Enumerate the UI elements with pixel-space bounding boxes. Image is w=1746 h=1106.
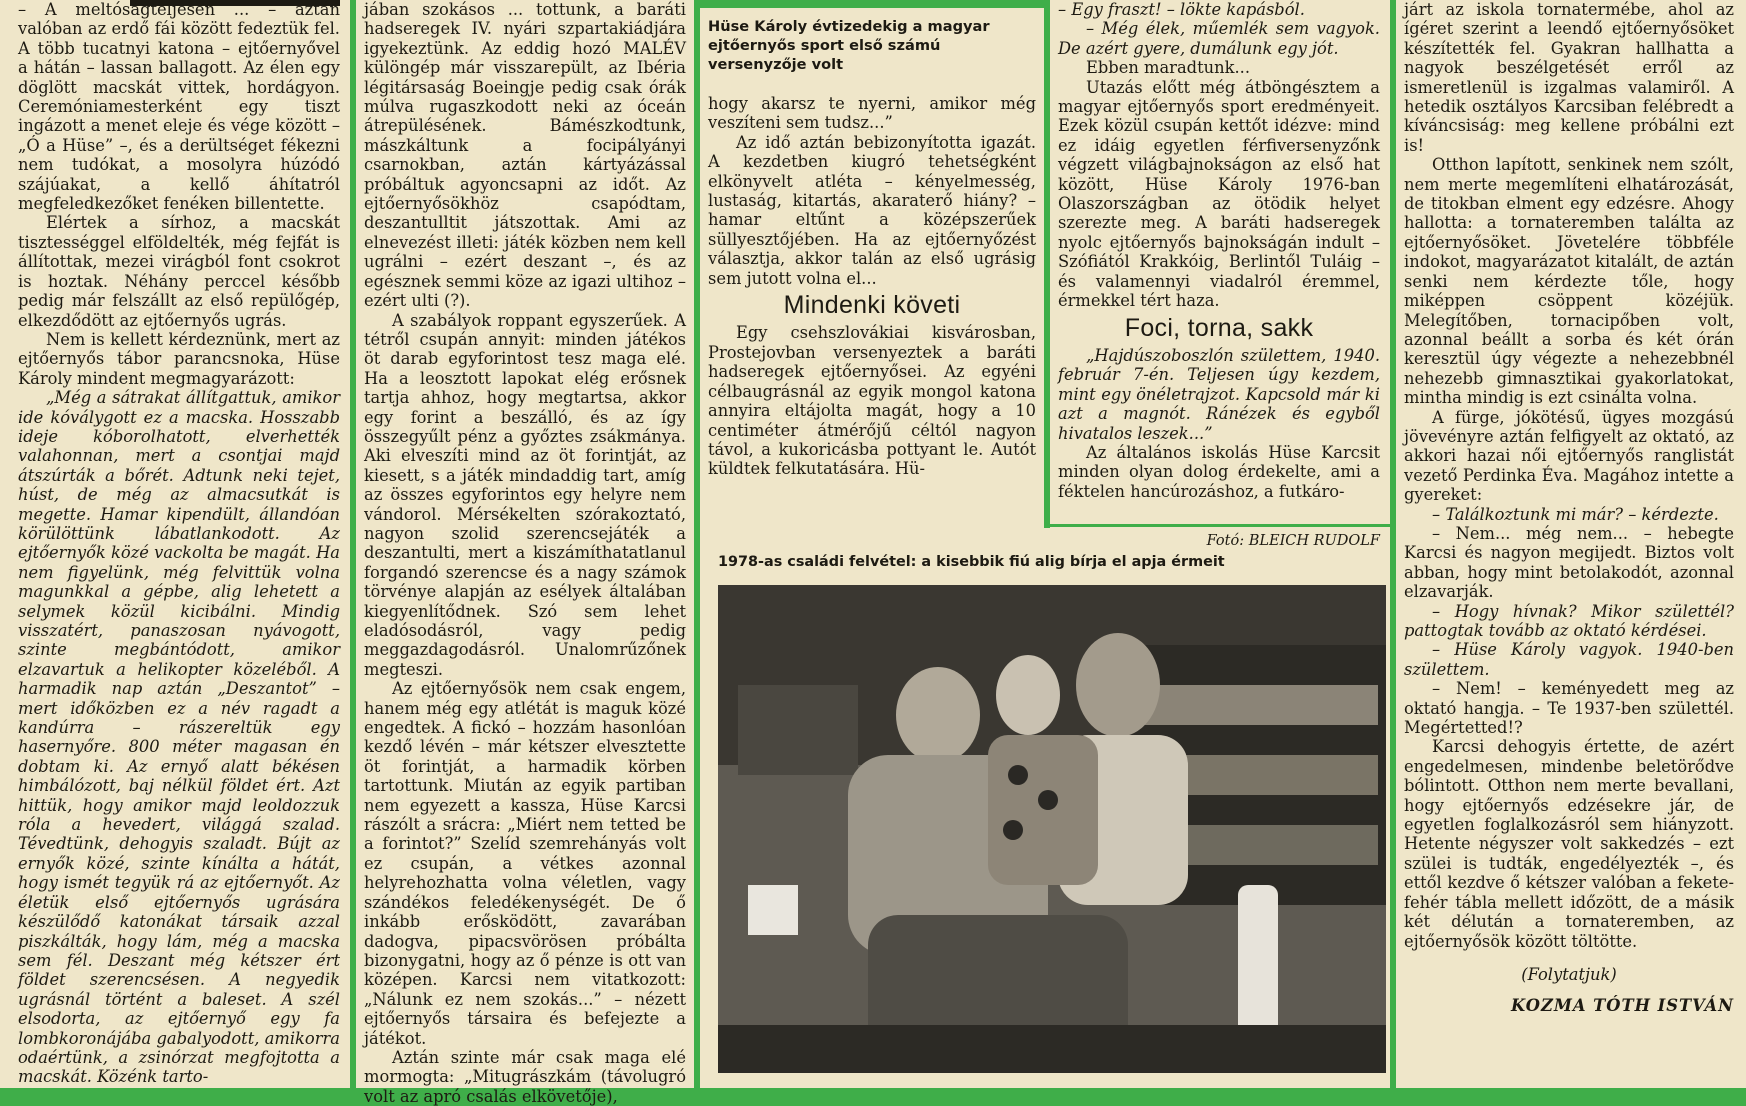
dialogue-line: – Találkoztunk mi már? – kérdezte. (1432, 504, 1719, 524)
paragraph: jában szokásos ... tottunk, a baráti hadseregek IV. nyári szpartakiádjára igyekeztünk. Az eddig hozó MALÉV különgép már visszarepült, az Ibéria légitársaság Boeingje pedig csak órák múlva rugaszkodott neki az óceán átrepülésének. Bámészkodtunk, mászkáltunk a focipályányi csarnokban, aztán kártyázással próbáltuk agyoncsapni az időt. Az ejtőernyősökhöz csapódtam, deszantulltit játszottak. Ami az elnevezést illeti: játék közben nem kell ugrálni – ezért deszant –, és az egésznek semmi köze az igazi ultihoz – ezért ulti (?). (364, 0, 686, 311)
paragraph: járt az iskola tornatermébe, ahol az ígéret szerint a leendő ejtőernyősöket készítették fel. Gyakran hallhatta a nagyok beszélgetését erről az ismeretlenül is izgalmas valamiről. A hetedik osztályos Karcsiban felébredt a kíváncsiság: meg kellene próbálni ezt is! (1404, 0, 1734, 155)
dialogue-line: – Nem! – keményedett meg az oktató hangja. – Te 1937-ben születtél. Megértetted!? (1404, 679, 1734, 738)
column-rule (1044, 0, 1050, 528)
column-1 (18, 0, 340, 1088)
family-photo-illustration (718, 585, 1386, 1073)
continued-note: (Folytatjuk) (1521, 964, 1617, 984)
column-5 (1404, 0, 1734, 1088)
paragraph: Otthon lapított, senkinek nem szólt, nem merte megemlíteni elhatározását, de titokban elment egy edzésre. Ahogy hallotta: a tornateremben találta az ejtőernyősöket. Jövetelére többféle indokot, magyarázatot kitalált, de aztán senki nem kérdezte tőle, hogy miképpen csöppent közéjük. Melegítőben, tornacipőben volt, azonnal beállt a sorba és két órán keresztül úgy végezte a nehezebbnél nehezebb gimnasztikai gyakorlatokat, mintha mindig is ezt csinálta volna. (1404, 155, 1734, 408)
paragraph: – Egy fraszt! – lökte kapásból. (1058, 0, 1305, 19)
family-photo (718, 585, 1386, 1073)
paragraph: Ebben maradtunk... (1086, 58, 1250, 78)
paragraph: hogy akarsz te nyerni, amikor még veszíteni sem tudsz...” (708, 94, 1036, 133)
paragraph: A szabályok roppant egyszerűek. A tétről csupán annyit: minden játékos öt darab egyforintost tesz maga elé. Ha a leosztott lapokat elég erősnek tartja ahhoz, hogy megtartsa, akkor egy forint a beszálló, és az így összegyűlt pénz a győztes zsákmánya. Aki elveszíti mind az öt forintját, az kiesett, s a játék mindaddig tart, amíg az összes egyforintos egy helyre nem vándorol. Mérsékelten szórakoztató, nagyon szolid szerencsejáték a deszantulti, mert a kiszámíthatatlanul forgandó szerencse és a nagy számok törvénye alapján az esélyek általában kiegyenlítődnek. Szó sem lehet eladósodásról, vagy pedig meggazdagodásról. Unalomrűzőnek megteszi. (364, 310, 686, 679)
dialogue-line: – Hüse Károly vagyok. 1940-ben születtem. (1404, 640, 1734, 679)
dialogue-line: – Hogy hívnak? Mikor születtél? pattogtak tovább az oktató kérdései. (1404, 601, 1734, 640)
paragraph: Az idő aztán bebizonyította igazát. A kezdetben kiugró tehetségként elkönyvelt atléta – kényelmesség, lustaság, kitartás, akaraterő hiány? – hamar eltűnt a középszerűek süllyesztőjében. Ha az ejtőernyőzést választja, akkor talán az első ugrásig sem jutott volna el... (708, 132, 1036, 288)
top-rule (700, 0, 1044, 8)
paragraph: – A meltóságteljesen ... – aztán valóban az erdő fái között fedeztük fel. A több tucatnyi katona – ejtőernyővel a hátán – lassan ballagott. Az élen egy döglött macskát vittek, hordágyon. Ceremóniamesterként egy tiszt ingázott a menet eleje és vége között – „Ó a Hüse” –, és a derültséget fékezni nem tudókat, a mosolyra húzódó szájúakat, a kellő áhítatról megfeledkezőket fenéken billentette. (18, 0, 340, 214)
column-rule (694, 0, 700, 1088)
photo-caption-top: Hüse Károly évtizedekig a magyar ejtőernyős sport első számú versenyzője volt (708, 18, 990, 73)
column-2 (364, 0, 686, 1106)
paragraph: Karcsi dehogyis értette, de azért engedelmesen, mindenbe beletörődve bólintott. Otthon nem merte bevallani, hogy ejtőernyős edzésekre jár, de egyetlen foglalkozásról sem hiányzott. Hetente négyszer volt sakkedzés – ezt szülei is tudták, engedélyezték –, és ettől kezdve ő kétszer valóban a fekete-fehér tábla mellett időzött, de a másik két délután a tornateremben, az ejtőernyősök között töltötte. (1404, 737, 1734, 951)
paragraph: Egy csehszlovákiai kisvárosban, Prostejovban versenyeztek a baráti hadseregek ejtőernyősei. Az egyéni célbaugrásnál az egyik mongol katona annyira eltájolta magát, hogy a 10 centiméter átmérőjű céltól nagyon távol, a kukoricásba pottyant le. Autót küldtek felkutatására. Hü- (708, 323, 1036, 479)
photo-caption: 1978-as családi felvétel: a kisebbik fiú alig bírja el apja érmeit (718, 554, 1225, 570)
column-rule (1390, 0, 1396, 1088)
dialogue-line: – Nem... még nem... – hebegte Karcsi és nagyon megijedt. Biztos volt abban, hogy mint betolakodót, azonnal elzavarják. (1404, 523, 1734, 602)
subheading: Foci, torna, sakk (1124, 313, 1314, 342)
paragraph: Elértek a sírhoz, a macskát tisztességgel elföldelték, még fejfát is állítottak, mezei virágból font csokrot is hoztak. Néhány perccel később pedig már felszállt az első repülőgép, elkezdődött az ejtőernyős ugrás. (18, 213, 340, 330)
paragraph: Aztán szinte már csak maga elé mormogta: „Mitugrászkám (távolugró volt az apró csalás elkövetője), (364, 1047, 686, 1106)
paragraph: Az ejtőernyősök nem csak engem, hanem még egy atlétát is maguk közé engedtek. A fickó – hozzám hasonlóan kezdő lévén – már kétszer elvesztette öt forintját, a harmadik körben tartottunk. Miután az egyik partiban nem egyezett a kassza, Hüse Karcsi rászólt a srácra: „Miért nem tetted be a forintot?” Szelíd szemrehányás volt ez csupán, a vétkes azonnal helyrehozhatta volna véletlen, vagy szándékos feledékenységét. De ő inkább erősködött, zavarában dadogva, pipacsvörösen próbálta bizonygatni, hogy az ő pénze is ott van középen. Karcsi nem vitatkozott: „Nálunk ez nem szokás...” – nézett ejtőernyős társaira és befejezte a játékot. (364, 679, 686, 1048)
paragraph: Nem is kellett kérdeznünk, mert az ejtőernyős tábor parancsnoka, Hüse Károly mindent megmagyarázott: (18, 329, 340, 388)
paragraph: A fürge, jókötésű, ügyes mozgású jövevényre aztán felfigyelt az oktató, az akkori hazai női ejtőernyős ranglistát vezető Perdinka Éva. Magához intette a gyereket: (1404, 407, 1734, 505)
paragraph: Utazás előtt még átböngésztem a magyar ejtőernyős sport eredményeit. Ezek közül csupán kettőt idézve: mind ez idáig egyetlen férfiversenyzőnk végzett világbajnokságon az első hat között, Hüse Károly 1976-ban Olaszországban az ötödik helyet szerezte meg. A baráti hadseregek nyolc ejtőernyős bajnokságán indult – Szófiától Krakkóig, Berlintől Tuláig – és valamennyi viadalról éremmel, érmekkel tért haza. (1058, 77, 1380, 311)
column-4 (1058, 0, 1380, 520)
quote-paragraph: „Hajdúszoboszlón születtem, 1940. február 7-én. Teljesen úgy kezdem, mint egy önéletrajzot. Kapcsold már ki azt a magnót. Ránézek és egyből hivatalos leszek...” (1058, 345, 1380, 443)
paragraph: Az általános iskolás Hüse Karcsit minden olyan dolog érdekelte, ami a féktelen hancúrozáshoz, a futkáro- (1058, 442, 1380, 501)
quote-paragraph: „Még a sátrakat állítgattuk, amikor ide kóválygott ez a macska. Hosszabb ideje kóborolhatott, elverhették valahonnan, mert a csontjai majd átszúrták a bőrét. Adtunk neki tejet, húst, de még az almacsutkát is megette. Hamar kipendült, állandóan körülöttünk lábatlankodott. Az ejtőernyők közé vackolta be magát. Ha nem figyelünk, még felvittük volna magunkkal a gépbe, alig lehetett a selymek közül kicibálni. Mindig visszatért, panaszosan nyávogott, szinte megbántódott, amikor elzavartuk a helikopter közeléből. A harmadik nap aztán „Deszantot” – mert időközben ez a név ragadt a kandúrra – rászereltük egy hasernyőre. 800 méter magasan én dobtam ki. Az ernyő alatt békésen himbálózott, baj nélkül földet ért. Azt hittük, hogy amikor majd leoldozzuk róla a hevedert, világgá szalad. Tévedtünk, dehogyis szaladt. Bújt az ernyők közé, szinte kínálta a hátát, hogy ismét tegyük rá az ejtőernyőt. Az életük első ejtőernyős ugrására készülődő katonákat társaik azzal piszkálták, hogy lám, még a macska sem fél. Deszant még kétszer ért földet szerencsésen. A negyedik ugrásnál történt a baleset. A szél elsodorta, az ejtőernyő egy fa lombkoronájába gabalyodott, amikorra odaértünk, a zsinórzat megfojtotta a macskát. Közénk tarto- (18, 388, 340, 1087)
photo-credit: Fotó: BLEICH RUDOLF (1206, 533, 1380, 549)
subheading: Mindenki követi (783, 291, 961, 320)
paragraph: – Még élek, műemlék sem vagyok. De azért gyere, dumálunk egy jót. (1058, 19, 1380, 58)
column-3 (708, 94, 1036, 524)
author-byline: KOZMA TÓTH ISTVÁN (1511, 996, 1734, 1016)
horizontal-rule (1044, 524, 1390, 527)
column-rule (350, 0, 356, 1088)
